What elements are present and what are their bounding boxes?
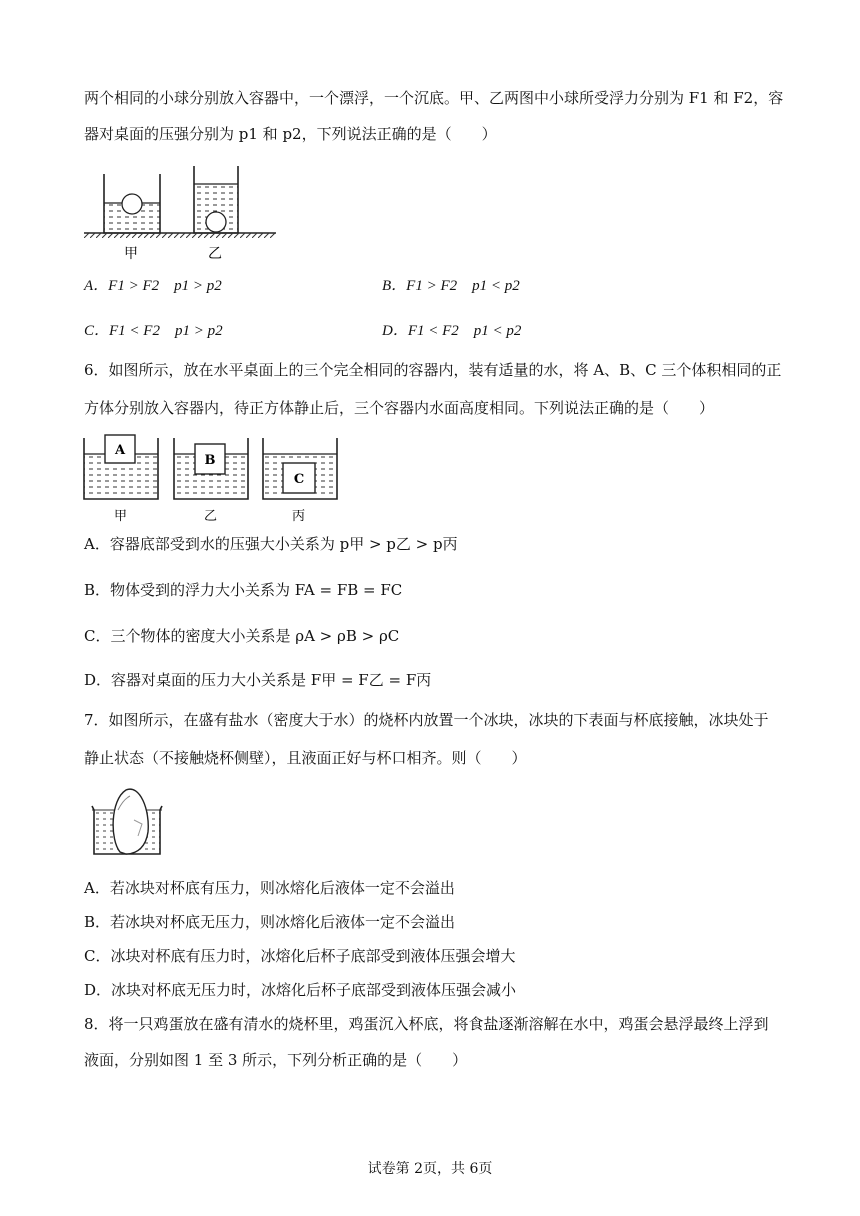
q6-stem-line1: 6．如图所示，放在水平桌面上的三个完全相同的容器内，装有适量的水，将 A、B、C 三个体积相同的正 — [84, 361, 782, 379]
q5-stem-line1: 两个相同的小球分别放入容器中，一个漂浮，一个沉底。甲、乙两图中小球所受浮力分别为 F1 和 F2，容 — [84, 89, 784, 107]
q6-option-b: B．物体受到的浮力大小关系为 FA = FB = FC — [84, 581, 403, 599]
q7-stem-line1: 7．如图所示，在盛有盐水（密度大于水）的烧杯内放置一个冰块，冰块的下表面与杯底接触，冰块处于 — [84, 711, 769, 729]
q6-option-c: C．三个物体的密度大小关系是 ρA > ρB > ρC — [84, 627, 400, 645]
q5-stem-line2: 器对桌面的压强分别为 p1 和 p2，下列说法正确的是（ ） — [84, 125, 497, 143]
q6-figure — [80, 430, 342, 526]
q7-option-b: B．若冰块对杯底无压力，则冰熔化后液体一定不会溢出 — [84, 913, 456, 931]
q8-stem-line2: 液面，分别如图 1 至 3 所示，下列分析正确的是（ ） — [84, 1051, 468, 1069]
q6-fig-label-jia: 甲 — [114, 509, 128, 524]
q5-option-b: B．F1 > F2 p1 < p2 — [382, 278, 520, 294]
q6-stem-line2: 方体分别放入容器内，待正方体静止后，三个容器内水面高度相同。下列说法正确的是（ ） — [84, 399, 715, 417]
q7-beaker-figure — [88, 780, 170, 860]
q5-option-a: A．F1 > F2 p1 > p2 — [84, 278, 222, 294]
q6-fig-label-bing: 丙 — [292, 509, 306, 524]
q6-fig-label-yi: 乙 — [204, 509, 218, 524]
q5-option-c: C．F1 < F2 p1 > p2 — [84, 323, 223, 339]
q7-option-a: A．若冰块对杯底有压力，则冰熔化后液体一定不会溢出 — [84, 879, 455, 897]
q5-figure — [84, 160, 284, 264]
q7-option-c: C．冰块对杯底有压力时，冰熔化后杯子底部受到液体压强会增大 — [84, 947, 516, 965]
q5-fig-label-yi: 乙 — [208, 246, 222, 262]
page-footer: 试卷第 2页，共 6页 — [367, 1161, 493, 1177]
q6-option-a: A．容器底部受到水的压强大小关系为 p甲 > p乙 > p丙 — [84, 535, 458, 553]
q5-fig-label-jia: 甲 — [124, 246, 138, 262]
q6-block-c: C — [293, 472, 305, 487]
q7-stem-line2: 静止状态（不接触烧杯侧壁），且液面正好与杯口相齐。则（ ） — [84, 749, 527, 767]
q8-stem-line1: 8．将一只鸡蛋放在盛有清水的烧杯里，鸡蛋沉入杯底，将食盐逐渐溶解在水中，鸡蛋会悬浮最终上浮到 — [84, 1015, 769, 1033]
q6-block-b: B — [204, 453, 216, 468]
q6-option-d: D．容器对桌面的压力大小关系是 F甲 = F乙 = F丙 — [84, 671, 432, 689]
q7-option-d: D．冰块对杯底无压力时，冰熔化后杯子底部受到液体压强会减小 — [84, 981, 517, 999]
q6-block-a: A — [114, 443, 126, 458]
q5-option-d: D．F1 < F2 p1 < p2 — [382, 323, 522, 339]
